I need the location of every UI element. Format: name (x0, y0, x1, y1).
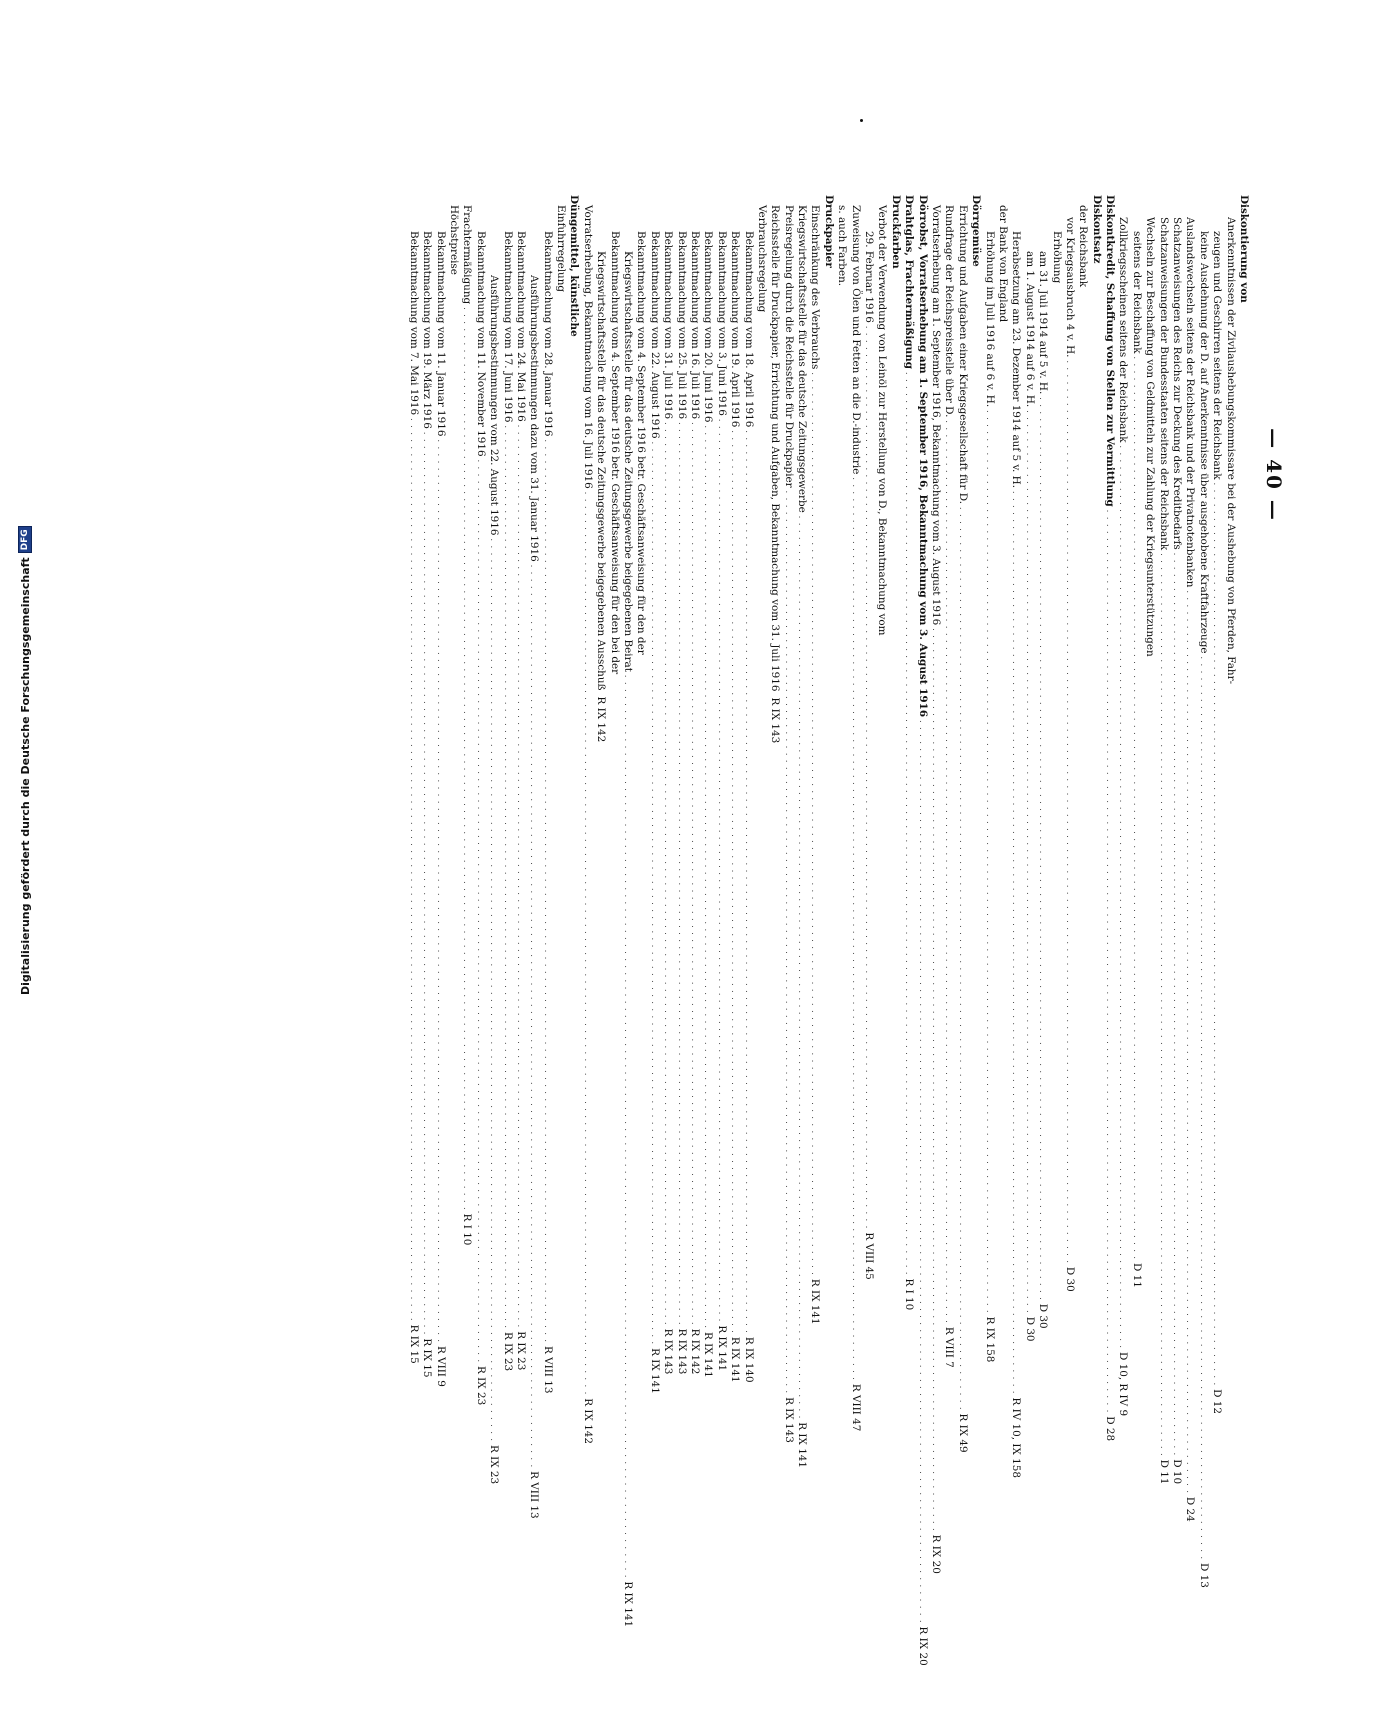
index-entry (1116, 195, 1130, 1417)
entry-reference: R VIII 45 (863, 1232, 876, 1280)
entry-reference: R IX 20 (916, 1626, 929, 1666)
index-entry (982, 195, 996, 1363)
entry-text: 29. Februar 1916 (863, 231, 876, 323)
index-entry (1183, 195, 1197, 1522)
entry-reference: D 10 (1171, 1459, 1184, 1485)
index-entry (1089, 195, 1102, 755)
entry-text: Verbot der Verwendung von Leinöl zur Herstellung von D., Bekanntmachung vom (876, 205, 889, 636)
entry-text: Bekanntmachung vom 7. Mai 1916 (407, 231, 420, 416)
entry-text: am 31. Juli 1914 auf 5 v. H. (1037, 251, 1050, 395)
entry-reference: R IX 15 (421, 1338, 434, 1378)
index-entry (1223, 195, 1236, 755)
rotated-page (210, 195, 1290, 1666)
entry-text: Bekanntmachung vom 25. Juli 1916 (675, 231, 688, 420)
entry-text: Kriegswirtschaftsstelle für das deutsche Zeitungsgewerbe beigegebenen Ausschuß (595, 251, 608, 691)
entry-reference: R VIII 13 (541, 1345, 554, 1394)
index-entry (540, 195, 554, 1394)
leader-dots (1103, 510, 1116, 1413)
index-entry (955, 195, 969, 1453)
index-entry (674, 195, 688, 1375)
entry-text: s. auch Farben. (836, 205, 849, 287)
index-entry (1237, 195, 1250, 755)
entry-reference: D 24 (1184, 1496, 1197, 1522)
index-entry (500, 195, 514, 1372)
entry-text: Schatzanweisungen der Bundesstaaten seitens der Reichsbank (1157, 217, 1170, 551)
leader-dots (795, 516, 808, 1419)
entry-text: Rundfrage der Reichspreisstelle über D. (943, 205, 956, 418)
entry-text: Zuweisung von Ölen und Fetten an die D.-industrie (849, 205, 862, 475)
entry-text: Bekanntmachung vom 4. September 1916 betr. Geschäftsanweisung für den der (635, 231, 648, 655)
page-number: — 40 — (1262, 428, 1286, 522)
entry-reference: D 10, R IV 9 (1117, 1351, 1130, 1417)
entry-reference: R I 10 (903, 1278, 916, 1311)
entry-text: Bekanntmachung vom 17. Juni 1916 (501, 231, 514, 423)
leader-dots (915, 720, 928, 1623)
entry-text: Auslandswechseln seitens der Reichsbank und der Privatnotenbanken (1184, 217, 1197, 588)
index-entry (1009, 195, 1023, 1478)
entry-text: Kriegswirtschaftsstelle für das deutsche Zeitungsgewerbe beigegebenen Beirat (622, 251, 635, 672)
index-entry (929, 195, 943, 1574)
index-entry (1022, 195, 1036, 1342)
index-entry (822, 195, 835, 755)
entry-text: Bekanntmachung vom 19. März 1916 (421, 231, 434, 429)
entry-reference: D 30 (1037, 1303, 1050, 1329)
index-entry (433, 195, 447, 1387)
entry-text: der Reichsbank (1077, 205, 1090, 288)
leader-dots (580, 492, 593, 1395)
entry-reference: R IX 140 (742, 1336, 755, 1383)
leader-dots (1116, 446, 1129, 1349)
entry-reference: D 11 (1130, 1262, 1143, 1288)
entry-text: Bekanntmachung vom 19. April 1916 (729, 231, 742, 428)
leader-dots (1210, 483, 1223, 1386)
index-entry (688, 195, 701, 1375)
entry-text: der Bank von England (996, 205, 1009, 323)
leader-dots (1156, 553, 1169, 1456)
leader-dots (1022, 410, 1035, 1313)
entry-text: Zollkriegsscheinen seitens der Reichsbank (1117, 217, 1130, 443)
entry-reference: R I 10 (461, 1213, 474, 1246)
entry-reference: R IX 141 (796, 1422, 809, 1469)
index-entry (527, 195, 541, 1519)
entry-text: Vorratserhebung am 1. September 1916, Bekanntmachung vom 3. August 1916 (930, 205, 943, 626)
index-entries (406, 195, 1250, 1666)
leader-dots (701, 425, 714, 1328)
entry-reference: R IX 143 (769, 697, 782, 744)
index-entry (728, 195, 742, 1383)
index-entry (1170, 195, 1184, 1485)
entry-text: Schatzanweisungen des Reichs zur Deckung des Kreditbedarfs (1171, 217, 1184, 550)
leader-dots (714, 419, 727, 1322)
entry-text: zeugen und Geschirren seitens der Reichsbank (1211, 231, 1224, 480)
entry-reference: R IX 143 (662, 1328, 675, 1375)
index-entry (1036, 195, 1050, 1329)
leader-dots (1170, 553, 1183, 1456)
index-entry (1210, 195, 1224, 1414)
index-entry (915, 195, 929, 1666)
index-entry (420, 195, 434, 1378)
digitization-credit (18, 526, 32, 995)
leader-dots (1183, 590, 1196, 1493)
index-entry (634, 195, 647, 755)
index-entry (996, 195, 1009, 755)
entry-reference: R IX 141 (715, 1325, 728, 1372)
entry-reference: R IX 23 (501, 1331, 514, 1372)
index-entry (1103, 195, 1117, 1442)
entry-text: seitens der Reichsbank (1130, 231, 1143, 354)
entry-text: Anerkenntnissen der Zivilaushebungskommissare bei der Aushebung von Pferden, Fahr- (1224, 217, 1237, 685)
entry-reference: R IX 158 (983, 1316, 996, 1363)
entry-reference: R IX 142 (688, 1328, 701, 1375)
leader-dots (460, 307, 473, 1210)
entry-text: Wechseln zur Beschaffung von Geldmitteln zur Zahlung der Kriegsunterstützungen (1144, 217, 1157, 657)
entry-text: Bekanntmachung vom 28. Januar 1916 (541, 231, 554, 437)
entry-heading: Druckpapier (822, 195, 835, 268)
leader-dots (540, 440, 553, 1343)
entry-reference: D 28 (1104, 1416, 1117, 1442)
leader-dots (741, 430, 754, 1333)
index-entry (514, 195, 527, 1371)
index-entry (661, 195, 675, 1375)
index-entry (942, 195, 956, 1368)
leader-dots (1196, 657, 1209, 1560)
entry-reference: R IX 141 (729, 1336, 742, 1383)
entry-heading: Diskontkredit, Schaffung von Stellen zur Vermittlung (1104, 195, 1117, 507)
index-entry (487, 195, 501, 1485)
index-entry (580, 195, 594, 1445)
entry-text: Bekanntmachung vom 11. November 1916 (474, 231, 487, 457)
entry-reference: R VIII 7 (943, 1326, 956, 1368)
entry-reference: R IX 23 (514, 1331, 527, 1371)
entry-reference: D 13 (1197, 1563, 1210, 1588)
entry-text: Bekanntmachung vom 3. Juni 1916 (715, 231, 728, 416)
entry-reference: R IX 141 (702, 1331, 715, 1378)
entry-text: Ausführungsbestimmungen vom 22. August 1916 (488, 275, 501, 536)
entry-text: Einschränkung des Verbrauchs (809, 205, 822, 370)
entry-reference: R IX 142 (595, 696, 608, 743)
index-entry (406, 195, 420, 1364)
leader-dots (420, 432, 433, 1335)
index-entry (768, 195, 781, 755)
entry-reference: R IX 23 (488, 1444, 501, 1485)
entry-reference: R IX 142 (581, 1398, 594, 1445)
index-entry (875, 195, 888, 755)
entry-reference: R VIII 13 (528, 1471, 541, 1519)
index-entry (862, 195, 876, 1280)
entry-text: Höchstpreise (447, 205, 460, 275)
entry-text: Kriegswirtschaftsstelle für das deutsche Zeitungsgewerbe (796, 205, 809, 513)
leader-dots (929, 628, 942, 1531)
entry-text: keine Ausdehnung der D. auf Anerkenntnisse über ausgehobene Kraftfahrzeuge (1197, 231, 1210, 654)
entry-heading: Düngemittel, künstliche (568, 195, 581, 337)
index-entry (447, 195, 460, 755)
leader-dots (674, 422, 687, 1325)
index-entry (781, 195, 795, 1443)
leader-dots (1129, 357, 1142, 1260)
leader-dots (621, 675, 634, 1578)
entry-reference: R VIII 47 (849, 1383, 862, 1432)
index-entry (714, 195, 728, 1372)
entry-reference: R IX 20 (930, 1534, 943, 1574)
leader-dots (942, 420, 955, 1323)
leader-dots (473, 460, 486, 1363)
index-entry (755, 195, 768, 755)
entry-reference: R IX 49 (956, 1413, 969, 1453)
index-entry (473, 195, 487, 1406)
index-entry (1156, 195, 1170, 1485)
entry-text: Bekanntmachung vom 24. Mai 1916 (514, 231, 527, 422)
entry-text: Vorratserhebung, Bekanntmachung vom 16. Juli 1916 (581, 205, 594, 489)
entry-reference: R IX 141 (622, 1581, 635, 1628)
entry-text: Bekanntmachung vom 31. Juli 1916 (662, 231, 675, 420)
ink-spot (860, 119, 863, 122)
credit-text: Digitalisierung gefördert durch die Deutsche Forschungsgemeinschaft (18, 557, 32, 995)
entry-text: Reichsstelle für Druckpapier, Errichtung und Aufgaben, Bekanntmachung vom 31. Juli 1916 (769, 205, 782, 692)
entry-text: Erhöhung im Juli 1916 auf 6 v. H. (983, 231, 996, 408)
leader-dots (1036, 397, 1049, 1300)
leader-dots (500, 425, 513, 1328)
index-entry (554, 195, 567, 755)
entry-reference: R IX 143 (782, 1397, 795, 1443)
entry-text: Ausführungsbestimmungen dazu vom 31. Januar 1916 (528, 275, 541, 562)
leader-dots (1063, 360, 1076, 1263)
entry-text: Herabsetzung am 23. Dezember 1914 auf 5 v. H. (1010, 231, 1023, 488)
entry-text: Preisregelung durch die Reichsstelle für Druckpapier (782, 205, 795, 488)
index-entry (567, 195, 580, 755)
index-entry (1063, 195, 1076, 1292)
entry-heading: Dörrgemüse (970, 195, 983, 267)
entry-reference: R IX 141 (809, 1278, 822, 1325)
index-entry (888, 195, 901, 755)
leader-dots (955, 507, 968, 1410)
index-entry (835, 195, 848, 755)
entry-text: Bekanntmachung vom 22. August 1916 (648, 231, 661, 439)
entry-heading: Diskontsatz (1090, 195, 1103, 264)
leader-dots (1009, 491, 1022, 1394)
entry-reference: R VIII 9 (434, 1345, 447, 1387)
entry-text: Bekanntmachung vom 11. Januar 1916 (434, 231, 447, 437)
index-entry (594, 195, 607, 755)
index-entry (795, 195, 809, 1469)
leader-dots (848, 477, 861, 1380)
leader-dots (661, 422, 674, 1325)
dfg-logo-icon: DFG (18, 526, 32, 553)
index-entry (701, 195, 715, 1378)
index-entry (1049, 195, 1062, 755)
leader-dots (982, 410, 995, 1313)
entry-text: Bekanntmachung vom 18. April 1916 (742, 231, 755, 428)
index-entry (1143, 195, 1156, 755)
index-entry (1129, 195, 1143, 1288)
leader-dots (808, 372, 821, 1275)
entry-text: Bekanntmachung vom 20. Juni 1916 (702, 231, 715, 423)
entry-reference: D 30 (1063, 1266, 1076, 1292)
entry-text: Frachtermäßigung (461, 205, 474, 305)
entry-text: Bekanntmachung vom 4. September 1916 betr. Geschäftsanweisung für den bei der (608, 231, 621, 675)
entry-reference: D 30 (1023, 1316, 1036, 1342)
entry-text: vor Kriegsausbruch 4 v. H. (1063, 217, 1076, 358)
index-entry (1076, 195, 1089, 755)
leader-dots (487, 539, 500, 1442)
entry-text: Bekanntmachung vom 16. Juli 1916 (688, 231, 701, 420)
entry-text: Erhöhung (1050, 231, 1063, 284)
entry-text: Einfuhrregelung (555, 205, 568, 293)
entry-reference: R IX 23 (474, 1366, 487, 1406)
index-entry (1196, 195, 1210, 1588)
entry-reference: R IX 15 (407, 1324, 420, 1364)
leader-dots (728, 430, 741, 1333)
index-entry (647, 195, 661, 1394)
leader-dots (433, 440, 446, 1343)
entry-text: Errichtung und Aufgaben einer Kriegsgesellschaft für D. (956, 205, 969, 505)
leader-dots (688, 422, 701, 1325)
index-entry (969, 195, 982, 755)
leader-dots (514, 425, 527, 1328)
index-entry (902, 195, 916, 1311)
leader-dots (527, 565, 540, 1468)
entry-heading: Dörrobst, Vorratserhebung am 1. September 1916, Bekanntmachung vom 3. August 1916 (916, 195, 929, 718)
entry-reference: R IX 143 (675, 1328, 688, 1375)
leader-dots (862, 326, 875, 1229)
entry-heading: Druckfarben (889, 195, 902, 269)
entry-heading: Diskontierung von (1238, 195, 1250, 303)
entry-text: am 1. August 1914 auf 6 v. H. (1023, 251, 1036, 408)
entry-heading: Drahtglas, Frachtermäßigung (903, 195, 916, 369)
entry-text: Verbrauchsregelung (755, 205, 768, 313)
leader-dots (406, 418, 419, 1321)
leader-dots (902, 372, 915, 1275)
index-entry (808, 195, 822, 1325)
index-entry (621, 195, 635, 1628)
index-entry (848, 195, 862, 1432)
entry-reference: D 11 (1157, 1459, 1170, 1485)
entry-reference: D 12 (1211, 1389, 1224, 1414)
index-entry (607, 195, 620, 755)
index-entry (460, 195, 474, 1246)
entry-reference: R IX 141 (648, 1348, 661, 1394)
entry-reference: R IV 10, IX 158 (1010, 1397, 1023, 1478)
index-entry (741, 195, 755, 1383)
leader-dots (781, 491, 794, 1394)
leader-dots (647, 442, 660, 1345)
